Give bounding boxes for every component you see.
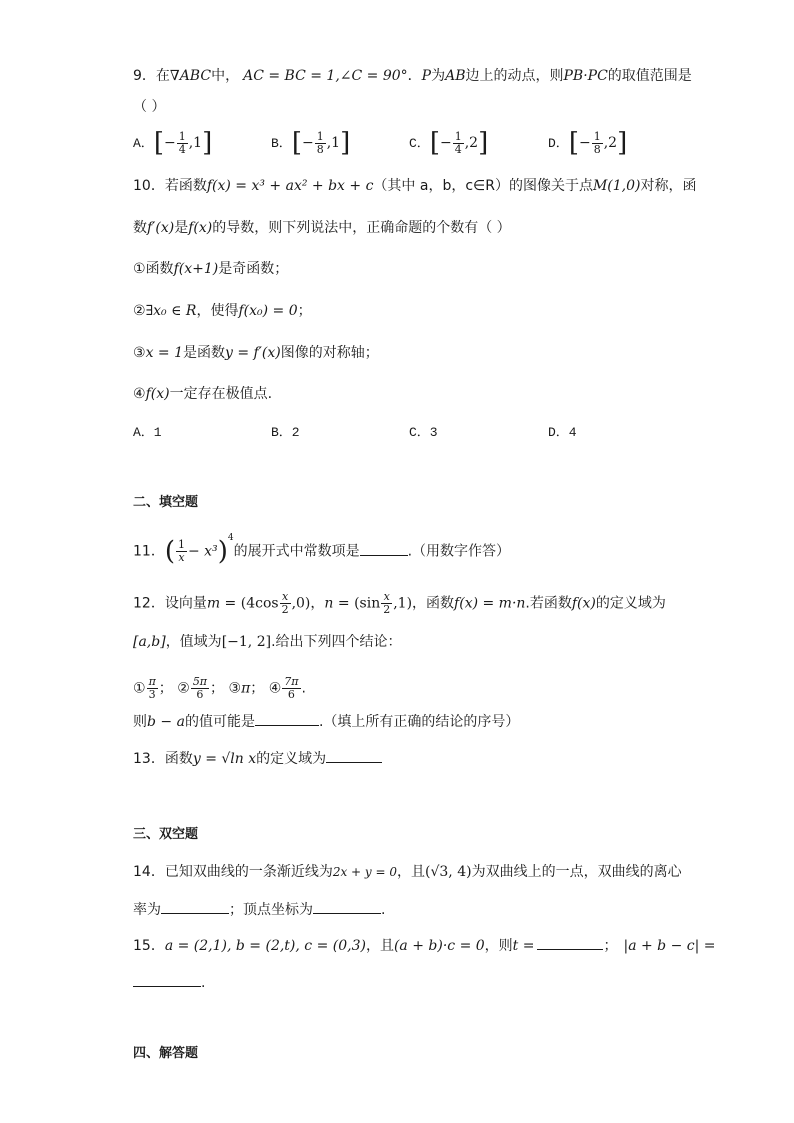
circled-4: ④ [133, 386, 146, 402]
q10-function-ref: f(x) [188, 220, 213, 236]
q12-text: 的值可能是 [184, 714, 255, 730]
q15-vectors: a = (2,1), b = (2,t), c = (0,3) [164, 938, 366, 954]
q12-expr: b − a [147, 714, 185, 730]
circled-2: ② [133, 303, 146, 319]
q12-pi: π [241, 680, 251, 697]
q9-option-d[interactable]: D．[− $\frac{1}{8}$ ,2] [548, 128, 628, 158]
q15-text: ，则 [484, 938, 513, 954]
q13-number: 13． [133, 751, 165, 767]
q9-triangle: ∇ABC [169, 68, 212, 84]
q12-text: 的定义域为 [595, 595, 666, 612]
q12-text: .（填上所有正确的结论的序号） [318, 714, 520, 730]
q13-text: 的定义域为 [256, 751, 327, 767]
q10-statement-4 [133, 384, 272, 404]
q14-asymptote: 2x + y = 0 [332, 865, 398, 879]
circled-1: ① [133, 261, 146, 277]
q11-text: 的展开式中常数项是 [233, 543, 360, 560]
q12-expr: = (sin [333, 595, 381, 612]
q14-line2 [133, 899, 385, 920]
q15-number: 15． [133, 938, 165, 954]
q14-line1 [133, 862, 682, 882]
q12-line4 [133, 711, 519, 732]
q12-text: ，值域为 [165, 634, 222, 650]
q9-text: 边上的动点，则 [465, 68, 564, 84]
q10-text: 图像的对称轴； [280, 345, 379, 361]
circled-1: ① [133, 680, 146, 697]
q12-text: .若函数 [525, 595, 572, 612]
q12-domain: [a,b] [133, 634, 166, 650]
q14-eccentricity-blank[interactable] [161, 899, 229, 914]
q10-text: 是奇函数； [218, 261, 289, 277]
q9-text: ． [407, 68, 422, 84]
q10-text: ，使得 [196, 303, 239, 319]
q15-text: . [201, 975, 206, 991]
q10-text: 是 [174, 220, 189, 236]
q12-line2 [133, 632, 402, 652]
section-solutions: 四、解答题 [133, 1046, 199, 1061]
q14-text: 为双曲线上的一点，双曲线的离心 [471, 864, 682, 880]
q12-line1: 12．设向量m = (4cos $\frac{x}{2}$ ,0)，n = (sin $\frac{x}{2}$ ,1)，函数f(x) = m·n.若函数f(x)的定义域为 [133, 590, 666, 616]
q9-text: 的取值范围是 [607, 68, 692, 84]
q12-vector-m: m [206, 595, 221, 612]
q10-expr: f(x+1) [173, 261, 219, 277]
q12-expr: f(x) [571, 595, 596, 612]
q10-text: 数 [133, 220, 147, 236]
q15-line1 [133, 935, 716, 956]
q10-text: 函数 [145, 261, 174, 277]
q12-text: .给出下列四个结论： [271, 634, 402, 650]
q10-text: ； [297, 303, 312, 319]
q9-dot-product: PB·PC [563, 68, 608, 84]
q12-text: . [301, 680, 306, 697]
q9-option-c[interactable]: C．[− $\frac{1}{4}$ ,2] [409, 128, 489, 158]
q10-expr: x = 1 [145, 345, 183, 361]
q10-expr: f(x₀) = 0 [238, 303, 298, 319]
q12-text: 设向量 [164, 595, 207, 612]
q12-text: ， [310, 595, 325, 612]
q11-number: 11． [133, 543, 165, 560]
q13-line [133, 748, 382, 769]
q10-expr: f(x) [145, 386, 170, 402]
circled-3: ③ [133, 345, 146, 361]
q11-line: 11．( $\frac{1}{x}$ − x³)$^4$的展开式中常数项是 .（用数字作答） [133, 533, 511, 567]
q9-line1 [133, 66, 692, 86]
q10-text: 的导数，则下列说法中，正确命题的个数有（ ） [212, 220, 511, 236]
q10-line2 [133, 218, 511, 238]
q12-expr: = (4cos [220, 595, 279, 612]
q10-option-c[interactable]: C．3 [409, 425, 438, 440]
q15-text: ； [603, 938, 618, 954]
q12-answer-blank[interactable] [255, 711, 319, 726]
q12-number: 12． [133, 595, 165, 612]
q11-expr: − x³ [187, 543, 218, 560]
q12-vector-n: n [324, 595, 334, 612]
q9-number: 9． [133, 68, 156, 84]
q14-vertex-blank[interactable] [313, 899, 381, 914]
q9-option-a[interactable]: A．[− $\frac{1}{4}$ ,1] [133, 128, 213, 158]
q12-expr: ,0) [291, 595, 311, 612]
q10-statement-2 [133, 301, 312, 321]
q9-point-p: P [421, 68, 432, 84]
q14-point: (√3, 4) [425, 864, 472, 880]
circled-4: ； ④ [250, 680, 282, 697]
q13-answer-blank[interactable] [326, 748, 382, 763]
q15-condition: (a + b)·c = 0 [393, 938, 485, 954]
q10-point-m: M(1,0) [592, 178, 641, 194]
q14-text: ，且 [397, 864, 426, 880]
q10-derivative: f′(x) [147, 220, 175, 236]
q10-option-b[interactable]: B．2 [271, 425, 300, 440]
q12-function: f(x) = m·n [454, 595, 526, 612]
q14-number: 14． [133, 864, 165, 880]
q11-answer-blank[interactable] [360, 541, 408, 556]
q9-text: 在 [155, 68, 170, 84]
section-fill-in-blank: 二、填空题 [133, 495, 199, 510]
q13-text: 函数 [164, 751, 193, 767]
q15-magnitude: |a + b − c| = [623, 938, 716, 954]
q10-number: 10． [133, 178, 165, 194]
q11-text: .（用数字作答） [407, 543, 511, 560]
q9-segment-ab: AB [445, 68, 466, 84]
q10-statement-1 [133, 259, 288, 279]
q10-text: 是函数 [183, 345, 225, 361]
q15-t: t = [512, 938, 535, 954]
q14-text: ；顶点坐标为 [229, 902, 313, 918]
q12-conclusions: ① $\frac{\pi}{3}$ ； ② $\frac{5\pi}{6}$ ； ③π； ④ $\frac{7\pi}{6}$ . [133, 675, 306, 701]
q12-expr: ,1) [393, 595, 413, 612]
section-double-blank: 三、双空题 [133, 827, 199, 842]
q9-text: 中， [211, 68, 240, 84]
q15-magnitude-blank[interactable] [133, 972, 201, 987]
q10-function: f(x) = x³ + ax² + bx + c [206, 178, 374, 194]
q10-line1 [133, 176, 697, 196]
q15-line2 [133, 972, 205, 993]
q10-text: 对称，函 [640, 178, 697, 194]
q10-option-d[interactable]: D．4 [548, 425, 577, 440]
circled-3: ； ③ [210, 680, 242, 697]
circled-2: ； ② [158, 680, 190, 697]
q10-statement-3 [133, 343, 379, 363]
q9-condition: AC = BC = 1,∠C = 90° [243, 68, 408, 84]
q10-expr: ∃x₀ ∈ R [145, 303, 197, 319]
q10-text: （其中 a，b，c∈R）的图像关于点 [373, 178, 593, 194]
q9-text: 为 [431, 68, 446, 84]
q13-expr: y = √ln x [192, 751, 257, 767]
q9-option-b[interactable]: B．[− $\frac{1}{8}$ ,1] [271, 128, 351, 158]
q12-range: [−1, 2] [221, 634, 272, 650]
q15-text: ，且 [365, 938, 394, 954]
q10-option-a[interactable]: A．1 [133, 425, 162, 440]
q12-text: 则 [133, 714, 147, 730]
q10-text: 一定存在极值点. [169, 386, 273, 402]
q11-exponent: 4 [227, 533, 234, 543]
q14-text: 已知双曲线的一条渐近线为 [164, 864, 333, 880]
q14-text: 率为 [133, 902, 161, 918]
q10-text: 若函数 [164, 178, 207, 194]
q9-answer-paren: （ ） [133, 99, 166, 115]
q12-text: ，函数 [412, 595, 455, 612]
q15-t-blank[interactable] [537, 935, 603, 950]
q14-text: . [381, 902, 386, 918]
q10-expr: y = f′(x) [225, 345, 281, 361]
